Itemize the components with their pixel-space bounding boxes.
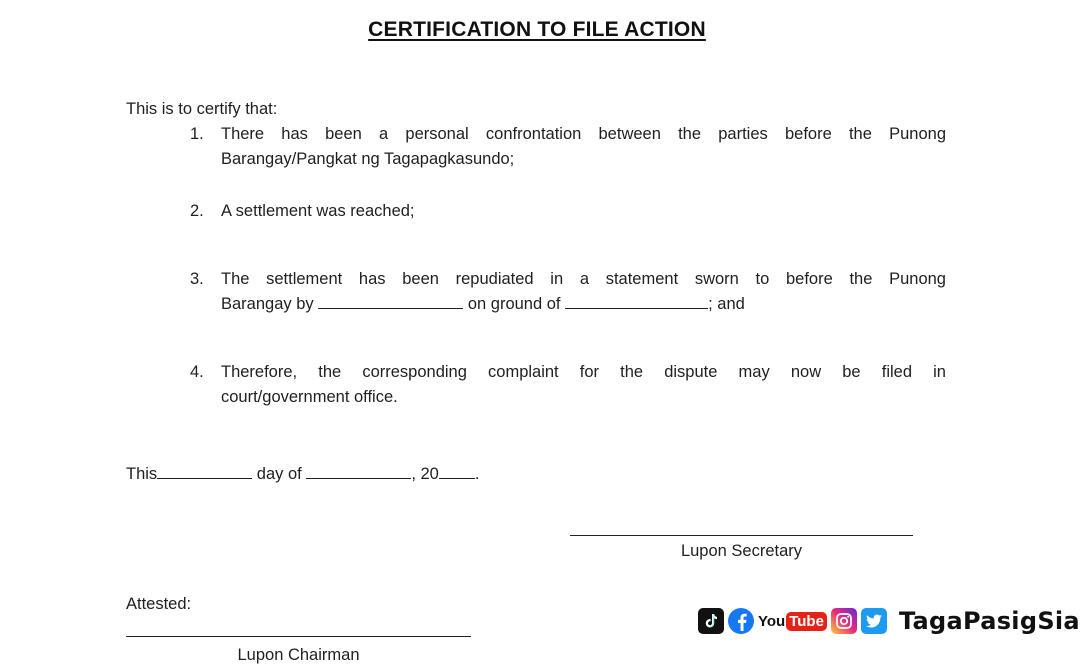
twitter-icon bbox=[861, 608, 887, 634]
item-4-line-1: Therefore, the corresponding complaint for the dispute may now be filed in bbox=[221, 363, 946, 381]
item-2-number: 2. bbox=[190, 202, 204, 220]
document-title: CERTIFICATION TO FILE ACTION bbox=[368, 18, 706, 41]
youtube-icon bbox=[758, 608, 827, 634]
social-watermark bbox=[698, 605, 1080, 637]
item-4-text bbox=[221, 360, 946, 410]
secretary-label: Lupon Secretary bbox=[680, 542, 803, 560]
item-3-text bbox=[221, 267, 946, 317]
intro-text: This is to certify that: bbox=[126, 100, 278, 118]
blank-day[interactable] bbox=[157, 462, 252, 479]
blank-year[interactable] bbox=[439, 462, 475, 479]
item-3-barangay-by: Barangay by bbox=[221, 295, 314, 313]
blank-sworn-by[interactable] bbox=[318, 292, 463, 309]
tiktok-icon bbox=[698, 608, 724, 634]
date-end: . bbox=[474, 465, 480, 483]
instagram-icon bbox=[831, 608, 857, 634]
item-3-on-ground-of: on ground of bbox=[467, 295, 561, 313]
youtube-you-text: You bbox=[758, 612, 786, 630]
item-1-text bbox=[221, 122, 946, 172]
item-3-and: ; and bbox=[708, 295, 745, 313]
item-1-number: 1. bbox=[190, 125, 204, 143]
secretary-signature-line[interactable] bbox=[570, 535, 913, 536]
item-1-line-1: There has been a personal confrontation between the parties before the Punong bbox=[221, 125, 946, 143]
blank-month[interactable] bbox=[306, 462, 411, 479]
attested-label: Attested: bbox=[126, 595, 192, 613]
date-year-prefix: , 20 bbox=[411, 465, 439, 483]
date-day-of: day of bbox=[256, 465, 302, 483]
brand-name: TagaPasigSia bbox=[898, 607, 1080, 635]
item-3-number: 3. bbox=[190, 270, 204, 288]
chairman-label: Lupon Chairman bbox=[237, 646, 360, 664]
item-2-text: A settlement was reached; bbox=[221, 202, 415, 220]
date-this: This bbox=[126, 465, 158, 483]
blank-ground[interactable] bbox=[565, 292, 708, 309]
facebook-icon bbox=[728, 608, 754, 634]
chairman-signature-line[interactable] bbox=[126, 636, 471, 637]
youtube-tube-text: Tube bbox=[786, 612, 827, 631]
date-line bbox=[126, 462, 479, 487]
item-1-line-2: Barangay/Pangkat ng Tagapagkasundo; bbox=[221, 150, 515, 168]
item-3-line-1: The settlement has been repudiated in a statement sworn to before the Punong bbox=[221, 270, 946, 288]
item-4-number: 4. bbox=[190, 363, 204, 381]
item-3-line-2 bbox=[221, 292, 946, 317]
item-4-line-2: court/government office. bbox=[221, 388, 398, 406]
